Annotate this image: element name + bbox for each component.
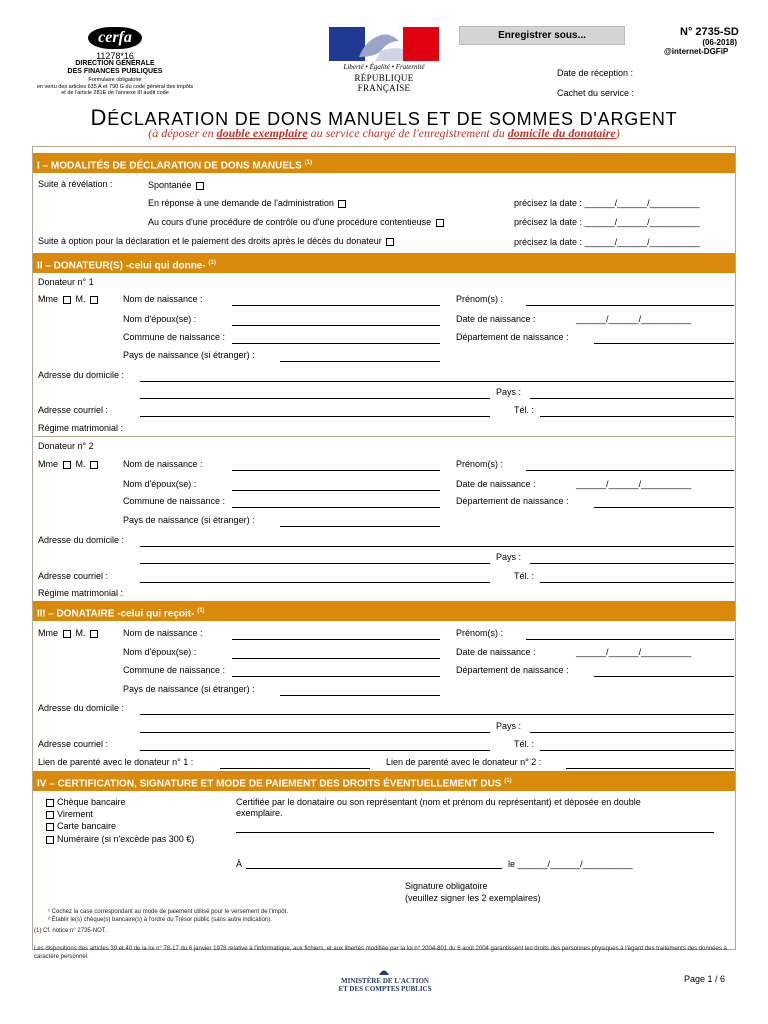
checkbox-spontanee[interactable] bbox=[196, 182, 204, 190]
d2-pays-naiss-label: Pays de naissance (si étranger) : bbox=[123, 515, 255, 525]
form-source: @internet-DGFiP bbox=[664, 47, 729, 56]
d1-pays-naiss-input[interactable] bbox=[280, 361, 440, 362]
d1-pays-naiss-label: Pays de naissance (si étranger) : bbox=[123, 350, 255, 360]
ministere-logo: MINISTÈRE DE L'ACTION ET DES COMPTES PUBLICS bbox=[338, 977, 432, 993]
lien-donateur-1-input[interactable] bbox=[220, 768, 370, 769]
d1-tel-input[interactable] bbox=[540, 416, 734, 417]
page-subtitle: (à déposer en double exemplaire au service chargé de l'enregistrement du domicile du donataire) bbox=[148, 126, 620, 140]
dt-commune-input[interactable] bbox=[232, 676, 440, 677]
checkbox-reponse[interactable] bbox=[338, 200, 346, 208]
d1-tel-label: Tél. : bbox=[514, 405, 535, 415]
d1-courriel-input[interactable] bbox=[140, 416, 490, 417]
d2-regime-label: Régime matrimonial : bbox=[38, 588, 124, 598]
certification-text-2: exemplaire. bbox=[236, 808, 283, 818]
form-number: N° 2735-SD bbox=[680, 26, 739, 38]
d1-courriel-label: Adresse courriel : bbox=[38, 405, 109, 415]
checkbox-procedure[interactable] bbox=[436, 219, 444, 227]
section-4-header: IV – CERTIFICATION, SIGNATURE ET MODE DE PAIEMENT DES DROITS ÉVENTUELLEMENT DUS $^{(1)}$ bbox=[33, 770, 735, 791]
d2-courriel-label: Adresse courriel : bbox=[38, 571, 109, 581]
save-as-button[interactable]: Enregistrer sous... bbox=[459, 26, 625, 45]
dgfip-label: DIRECTION GÉNÉRALE DES FINANCES PUBLIQUES bbox=[67, 60, 163, 75]
precisez-date-1[interactable]: précisez la date : ______/______/__________ bbox=[514, 198, 700, 208]
d2-epoux-input[interactable] bbox=[232, 490, 440, 491]
option-spontanee[interactable]: Spontanée bbox=[148, 180, 204, 190]
section-2-header: II – DONATEUR(S) -celui qui donne- $^{(1)}$ bbox=[33, 252, 735, 273]
d1-adresse-input[interactable] bbox=[140, 381, 734, 382]
d2-pays-naiss-input[interactable] bbox=[280, 526, 440, 527]
d1-epoux-label: Nom d'époux(se) : bbox=[123, 314, 197, 324]
d1-commune-input[interactable] bbox=[232, 343, 440, 344]
option-reponse[interactable]: En réponse à une demande de l'administration bbox=[148, 198, 346, 208]
d2-date-input[interactable]: ______/______/__________ bbox=[576, 479, 692, 489]
d2-commune-label: Commune de naissance : bbox=[123, 496, 226, 506]
section-1-header: I – MODALITÉS DE DÉCLARATION DE DONS MANUELS $^{(1)}$ bbox=[33, 152, 735, 173]
d1-prenom-label: Prénom(s) : bbox=[456, 294, 504, 304]
d1-prenom-input[interactable] bbox=[526, 305, 734, 306]
option-procedure[interactable]: Au cours d'une procédure de contrôle ou d'une procédure contentieuse bbox=[148, 217, 444, 227]
dt-pays-input[interactable] bbox=[530, 732, 734, 733]
dt-epoux-input[interactable] bbox=[232, 658, 440, 659]
d2-pays-input[interactable] bbox=[530, 563, 734, 564]
dt-adresse-input-2[interactable] bbox=[140, 732, 490, 733]
obligation-notice: Formulaire obligatoire en vertu des articles 635 A et 790 G du code général des impôts et de l'article 281E de l'annexe III audit code bbox=[36, 77, 194, 96]
d2-date-label: Date de naissance : bbox=[456, 479, 536, 489]
d2-dept-input[interactable] bbox=[594, 507, 734, 508]
lien-donateur-2-label: Lien de parenté avec le donateur n° 2 : bbox=[386, 757, 542, 767]
d1-date-input[interactable]: ______/______/__________ bbox=[576, 314, 692, 324]
d2-courriel-input[interactable] bbox=[140, 582, 490, 583]
d1-epoux-input[interactable] bbox=[232, 325, 440, 326]
cerfa-logo: cerfa bbox=[88, 27, 142, 49]
dt-date-input[interactable]: ______/______/__________ bbox=[576, 647, 692, 657]
ministere-emblem-icon bbox=[378, 966, 390, 976]
d1-nom-input[interactable] bbox=[232, 305, 440, 306]
d1-regime-label: Régime matrimonial : bbox=[38, 423, 124, 433]
d2-adresse-input-2[interactable] bbox=[140, 563, 490, 564]
certification-text: Certifiée par le donataire ou son représentant (nom et prénom du représentant) et déposée en double bbox=[236, 797, 641, 807]
pay-carte[interactable]: Carte bancaire bbox=[46, 821, 116, 831]
cerfa-number: 11278*16 bbox=[96, 51, 134, 61]
section-3-header: III – DONATAIRE -celui qui reçoit- $^{(1)}$ bbox=[33, 600, 735, 621]
dt-pays-naiss-label: Pays de naissance (si étranger) : bbox=[123, 684, 255, 694]
dt-dept-input[interactable] bbox=[594, 676, 734, 677]
d2-commune-input[interactable] bbox=[232, 507, 440, 508]
signature-note: (veuillez signer les 2 exemplaires) bbox=[405, 893, 541, 903]
reception-date-label: Date de réception : bbox=[557, 68, 634, 78]
d1-adresse-label: Adresse du domicile : bbox=[38, 370, 125, 380]
d2-adresse-input[interactable] bbox=[140, 546, 734, 547]
representant-input[interactable] bbox=[236, 832, 714, 833]
pay-numeraire[interactable]: Numéraire (si n'excède pas 300 €) bbox=[46, 834, 194, 844]
page-number: Page 1 / 6 bbox=[684, 974, 726, 984]
d1-dept-label: Département de naissance : bbox=[456, 332, 569, 342]
d2-tel-label: Tél. : bbox=[514, 571, 535, 581]
lieu-label: À bbox=[236, 859, 243, 869]
dt-tel-label: Tél. : bbox=[514, 739, 535, 749]
precisez-date-3[interactable]: précisez la date : ______/______/__________ bbox=[514, 237, 700, 247]
checkbox-deces[interactable] bbox=[386, 238, 394, 246]
suite-revelation-label: Suite à révélation : bbox=[38, 179, 113, 189]
civilite-3[interactable]: Mme M. bbox=[38, 628, 98, 638]
page-title: DÉCLARATION DE DONS MANUELS ET DE SOMMES D'ARGENT bbox=[90, 105, 678, 130]
dt-tel-input[interactable] bbox=[540, 750, 734, 751]
notice-ref: (1) Cf. notice n° 2735-NOT. bbox=[34, 928, 107, 934]
lien-donateur-2-input[interactable] bbox=[566, 768, 734, 769]
dt-epoux-label: Nom d'époux(se) : bbox=[123, 647, 197, 657]
marianne-logo bbox=[329, 27, 439, 61]
dt-date-label: Date de naissance : bbox=[456, 647, 536, 657]
dt-pays-label: Pays : bbox=[496, 721, 522, 731]
donateur-2-title: Donateur n° 2 bbox=[38, 441, 94, 451]
dt-nom-label: Nom de naissance : bbox=[123, 628, 203, 638]
dt-courriel-label: Adresse courriel : bbox=[38, 739, 109, 749]
d2-dept-label: Département de naissance : bbox=[456, 496, 569, 506]
dt-adresse-label: Adresse du domicile : bbox=[38, 703, 125, 713]
dt-nom-input[interactable] bbox=[232, 639, 440, 640]
d2-tel-input[interactable] bbox=[540, 582, 734, 583]
civilite-1[interactable]: Mme M. bbox=[38, 294, 98, 304]
pay-virement[interactable]: Virement bbox=[46, 809, 93, 819]
lien-donateur-1-label: Lien de parenté avec le donateur n° 1 : bbox=[38, 757, 194, 767]
cnil-notice: Les dispositions des articles 39 et 40 de la loi n° 78-17 du 6 janvier 1978 relative à l'informatique, aux fichiers, et aux libertés modifiée par la loi n° 2004-801 du 6 août 2004 garantissent les droits des personnes physiques à l'égard des traitements des données à caractère personnel. bbox=[34, 946, 727, 960]
d1-nom-label: Nom de naissance : bbox=[123, 294, 203, 304]
dt-prenom-input[interactable] bbox=[526, 639, 734, 640]
d1-date-label: Date de naissance : bbox=[456, 314, 536, 324]
civilite-2[interactable]: Mme M. bbox=[38, 459, 98, 469]
d1-pays-input[interactable] bbox=[530, 398, 734, 399]
dt-courriel-input[interactable] bbox=[140, 750, 490, 751]
dt-commune-label: Commune de naissance : bbox=[123, 665, 226, 675]
dt-prenom-label: Prénom(s) : bbox=[456, 628, 504, 638]
d1-dept-input[interactable] bbox=[594, 343, 734, 344]
form-version-date: (06-2018) bbox=[702, 38, 737, 47]
dt-adresse-input[interactable] bbox=[140, 714, 734, 715]
signature-label: Signature obligatoire bbox=[405, 881, 488, 891]
d1-pays-label: Pays : bbox=[496, 387, 522, 397]
d2-pays-label: Pays : bbox=[496, 552, 522, 562]
d1-adresse-input-2[interactable] bbox=[140, 398, 490, 399]
option-deces[interactable]: Suite à option pour la déclaration et le paiement des droits après le décès du donateur bbox=[38, 236, 394, 246]
dt-dept-label: Département de naissance : bbox=[456, 665, 569, 675]
pay-cheque[interactable]: Chèque bancaire bbox=[46, 797, 126, 807]
donateur-1-title: Donateur n° 1 bbox=[38, 277, 94, 287]
d2-prenom-label: Prénom(s) : bbox=[456, 459, 504, 469]
d2-nom-input[interactable] bbox=[232, 470, 440, 471]
note-paiement-1: ¹ Cochez la case correspondant au mode de paiement utilisé pour le versement de l'impôt. bbox=[48, 909, 288, 915]
lieu-input[interactable] bbox=[246, 868, 502, 869]
d1-commune-label: Commune de naissance : bbox=[123, 332, 226, 342]
republique-francaise: RÉPUBLIQUE FRANÇAISE bbox=[354, 73, 414, 93]
d2-prenom-input[interactable] bbox=[526, 470, 734, 471]
d2-adresse-label: Adresse du domicile : bbox=[38, 535, 125, 545]
note-paiement-2: ² Établir le(s) chèque(s) bancaire(s) à l'ordre du Trésor public (sans autre indication). bbox=[48, 917, 272, 923]
service-stamp-label: Cachet du service : bbox=[557, 88, 635, 98]
dt-pays-naiss-input[interactable] bbox=[280, 695, 440, 696]
d2-nom-label: Nom de naissance : bbox=[123, 459, 203, 469]
d2-epoux-label: Nom d'époux(se) : bbox=[123, 479, 197, 489]
republique-motto: Liberté • Égalité • Fraternité bbox=[343, 63, 425, 71]
precisez-date-2[interactable]: précisez la date : ______/______/__________ bbox=[514, 217, 700, 227]
date-signature[interactable]: le ______/______/__________ bbox=[508, 859, 633, 869]
